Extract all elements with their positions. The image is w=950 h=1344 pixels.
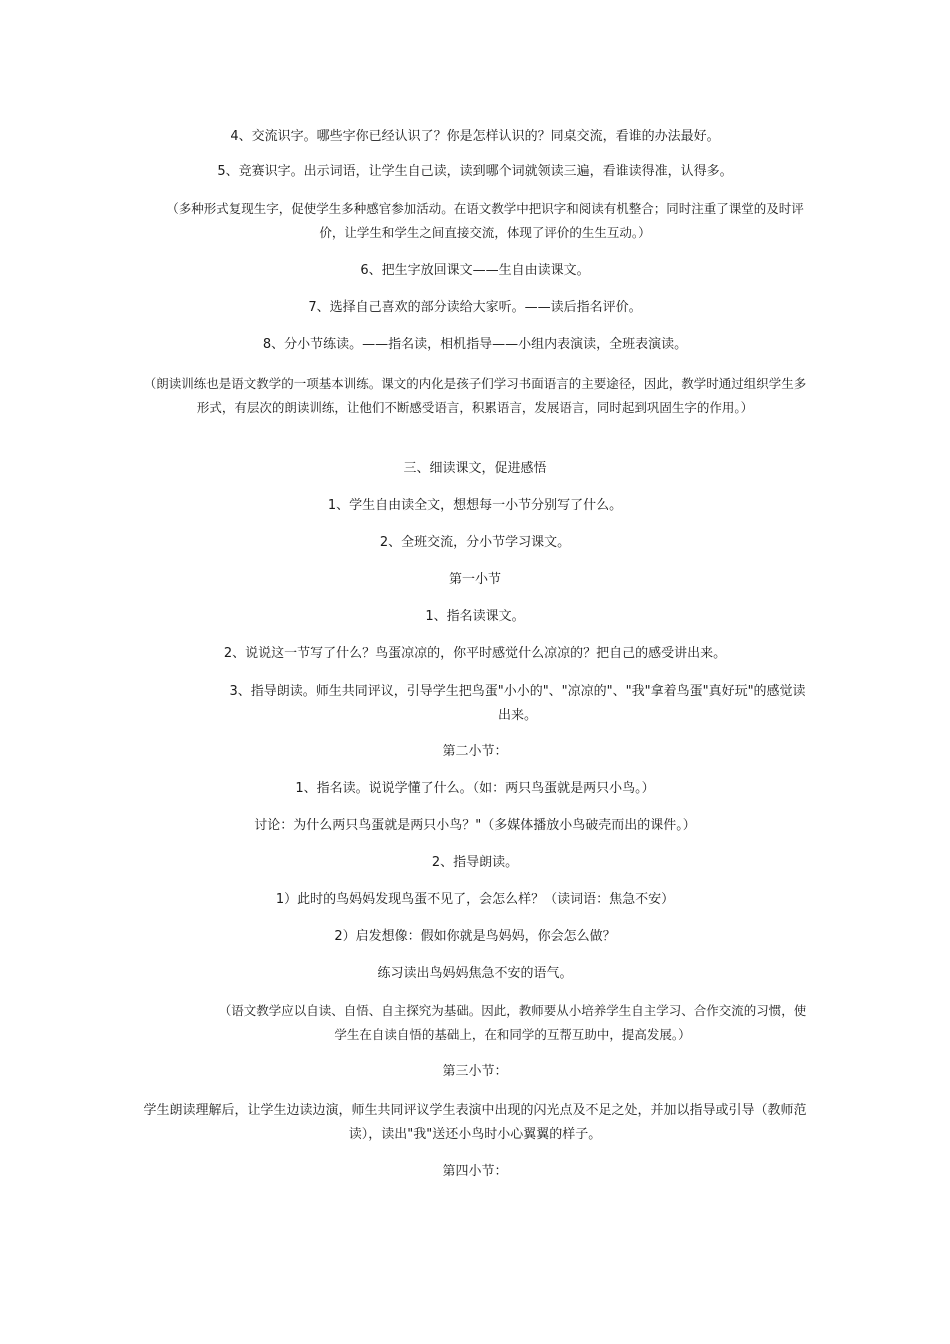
paragraph-s1-3: 3、指导朗读。师生共同评议，引导学生把鸟蛋"小小的"、"凉凉的"、"我"拿着鸟蛋"真好玩"的感觉读出来。 <box>229 684 806 723</box>
paragraph-step-6: 6、把生字放回课文——生自由读课文。 <box>360 263 590 278</box>
paragraph-read-1: 1、学生自由读全文，想想每一小节分别写了什么。 <box>327 498 623 513</box>
paragraph-step-7: 7、选择自己喜欢的部分读给大家听。——读后指名评价。 <box>308 300 642 315</box>
subsection-heading-1: 第一小节 <box>448 572 501 587</box>
paragraph-s1-2: 2、说说这一节写了什么？鸟蛋凉凉的，你平时感觉什么凉凉的？把自己的感受讲出来。 <box>223 646 727 661</box>
paragraph-s2-1: 1、指名读。说说学懂了什么。（如：两只鸟蛋就是两只小鸟。） <box>295 781 655 796</box>
subsection-heading-4: 第四小节： <box>442 1164 508 1179</box>
paragraph-s2-practice: 练习读出鸟妈妈焦急不安的语气。 <box>377 966 573 981</box>
paragraph-s3: 学生朗读理解后，让学生边读边演，师生共同评议学生表演中出现的闪光点及不足之处，并加以指导或引导（教师范读），读出"我"送还小鸟时小心翼翼的样子。 <box>143 1103 807 1142</box>
paragraph-note-1: （多种形式复现生字，促使学生多种感官参加活动。在语文教学中把识字和阅读有机整合；同时注重了课堂的及时评价，让学生和学生之间直接交流，体现了评价的生生互动。） <box>166 201 804 240</box>
paragraph-step-4: 4、交流识字。哪些字你已经认识了？你是怎样认识的？同桌交流，看谁的办法最好。 <box>230 129 720 144</box>
paragraph-note-3: （语文教学应以自读、自悟、自主探究为基础。因此，教师要从小培养学生自主学习、合作交流的习惯，使学生在自读自悟的基础上，在和同学的互帮互助中，提高发展。） <box>218 1003 807 1042</box>
section-heading-3: 三、细读课文，促进感悟 <box>403 461 547 476</box>
paragraph-s2-discussion: 讨论：为什么两只鸟蛋就是两只小鸟？"（多媒体播放小鸟破壳而出的课件。） <box>254 818 696 833</box>
paragraph-s2-2-1: 1）此时的鸟妈妈发现鸟蛋不见了，会怎么样？（读词语：焦急不安） <box>275 892 675 907</box>
paragraph-step-5: 5、竞赛识字。出示词语，让学生自己读，读到哪个词就领读三遍，看谁读得准，认得多。 <box>217 164 733 179</box>
paragraph-s1-1: 1、指名读课文。 <box>425 609 525 624</box>
paragraph-read-2: 2、全班交流，分小节学习课文。 <box>379 535 571 550</box>
paragraph-s2-2: 2、指导朗读。 <box>431 855 519 870</box>
subsection-heading-2: 第二小节： <box>442 744 508 759</box>
subsection-heading-3: 第三小节： <box>442 1064 508 1079</box>
paragraph-note-2: （朗读训练也是语文教学的一项基本训练。课文的内化是孩子们学习书面语言的主要途径，因此，教学时通过组织学生多形式，有层次的朗读训练，让他们不断感受语言，积累语言，发展语言，同时起到巩固生字的作用。） <box>143 376 807 415</box>
paragraph-step-8: 8、分小节练读。——指名读，相机指导——小组内表演读，全班表演读。 <box>262 337 688 352</box>
paragraph-s2-2-2: 2）启发想像：假如你就是鸟妈妈，你会怎么做？ <box>334 929 616 944</box>
